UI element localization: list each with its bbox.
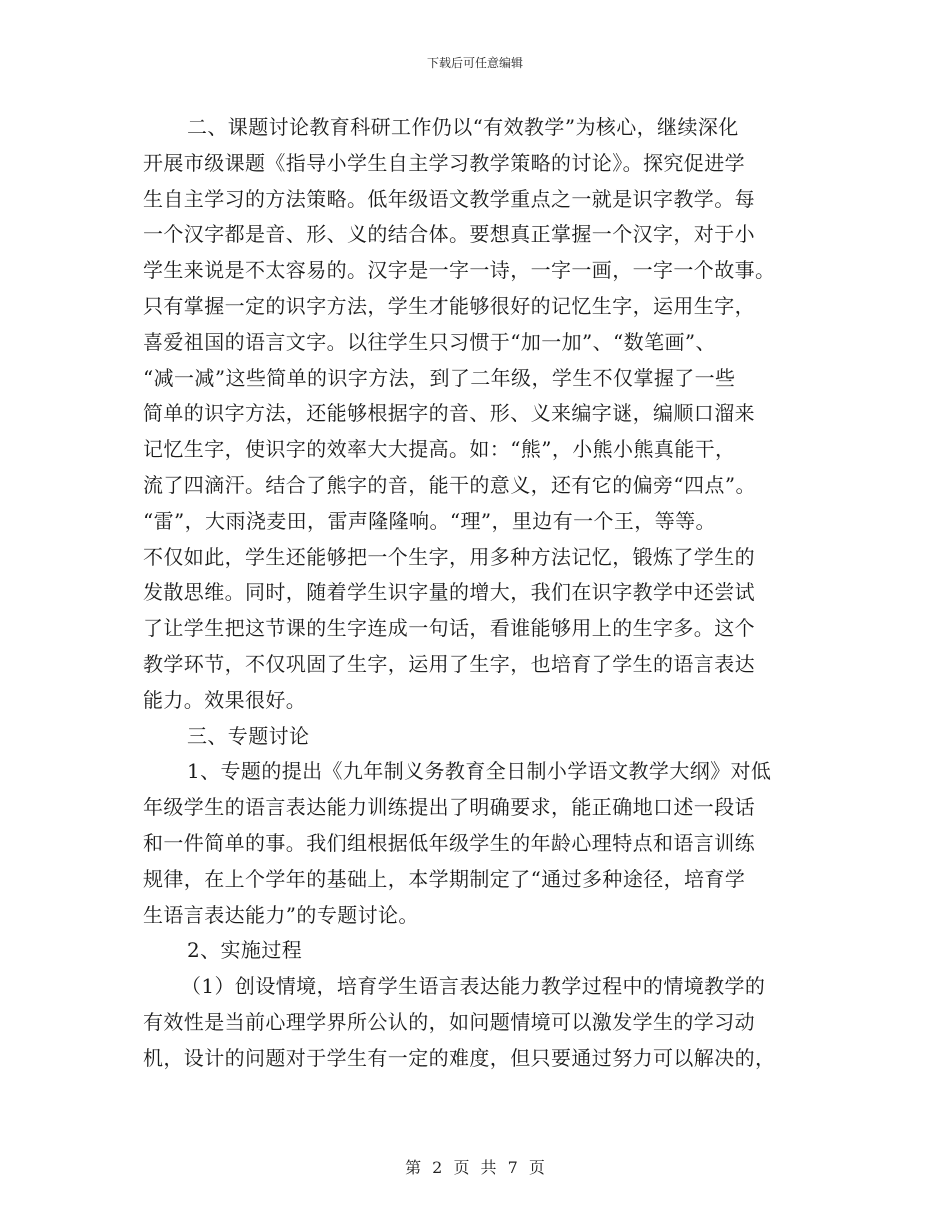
section-heading-2: 二、课题讨论教育科研工作仍以“有效教学”为核心，继续深化 [187, 115, 739, 139]
item-heading-1: （1）创设情境，培育学生语言表达能力教学过程中的情境教学的 [181, 974, 766, 999]
paragraph-line: 和一件简单的事。我们组根据低年级学生的年龄心理特点和语言训练 [143, 830, 755, 855]
paragraph-line: 能力。效果很好。 [143, 687, 307, 712]
paragraph-line: 记忆生字，使识字的效率大大提高。如：“熊”，小熊小熊真能干， [143, 437, 736, 462]
paragraph-line: 简单的识字方法，还能够根据字的音、形、义来编字谜，编顺口溜来 [143, 401, 755, 426]
paragraph-line: 学生来说是不太容易的。汉字是一字一诗，一字一画，一字一个故事。 [143, 258, 776, 283]
subsection-heading-2: 2、实施过程 [187, 938, 303, 963]
document-body [143, 110, 811, 1077]
paragraph-line: 不仅如此，学生还能够把一个生字，用多种方法记忆，锻炼了学生的 [143, 544, 755, 569]
paragraph-line: “减一减”这些简单的识字方法，到了二年级，学生不仅掌握了一些 [143, 365, 736, 390]
paragraph-line: 生语言表达能力”的专题讨论。 [143, 902, 419, 927]
paragraph-line: 流了四滴汗。结合了熊字的音，能干的意义，还有它的偏旁“四点”。 [143, 472, 756, 497]
paragraph-line: 发散思维。同时，随着学生识字量的增大，我们在识字教学中还尝试 [143, 580, 755, 605]
subsection-heading-1: 1、专题的提出《九年制义务教育全日制小学语文教学大纲》对低 [187, 759, 772, 784]
page-header: 下载后可任意编辑 [426, 56, 523, 70]
paragraph-line: 只有掌握一定的识字方法，学生才能够很好的记忆生字，运用生字， [143, 293, 755, 318]
paragraph-line: 机，设计的问题对于学生有一定的难度，但只要通过努力可以解决的， [143, 1045, 776, 1070]
paragraph-line: 年级学生的语言表达能力训练提出了明确要求，能正确地口述一段话 [143, 795, 755, 820]
page-number: 第 2 页 共 7 页 [405, 1158, 545, 1177]
paragraph-line: “雷”，大雨浇麦田，雷声隆隆响。“理”，里边有一个王，等等。 [143, 508, 716, 533]
paragraph-line: 一个汉字都是音、形、义的结合体。要想真正掌握一个汉字，对于小 [143, 222, 755, 247]
section-heading-3: 三、专题讨论 [187, 723, 310, 748]
paragraph-line: 教学环节，不仅巩固了生字，运用了生字，也培育了学生的语言表达 [143, 651, 755, 676]
paragraph-line: 生自主学习的方法策略。低年级语文教学重点之一就是识字教学。每 [143, 186, 755, 211]
paragraph-line: 有效性是当前心理学界所公认的，如问题情境可以激发学生的学习动 [143, 1009, 755, 1034]
paragraph-line: 开展市级课题《指导小学生自主学习教学策略的讨论》。探究促进学 [143, 150, 745, 175]
paragraph-line: 喜爱祖国的语言文字。以往学生只习惯于“加一加”、“数笔画”、 [143, 329, 716, 354]
paragraph-line: 规律，在上个学年的基础上，本学期制定了“通过多种途径，培育学 [143, 866, 746, 891]
paragraph-line: 了让学生把这节课的生字连成一句话，看谁能够用上的生字多。这个 [143, 616, 755, 641]
